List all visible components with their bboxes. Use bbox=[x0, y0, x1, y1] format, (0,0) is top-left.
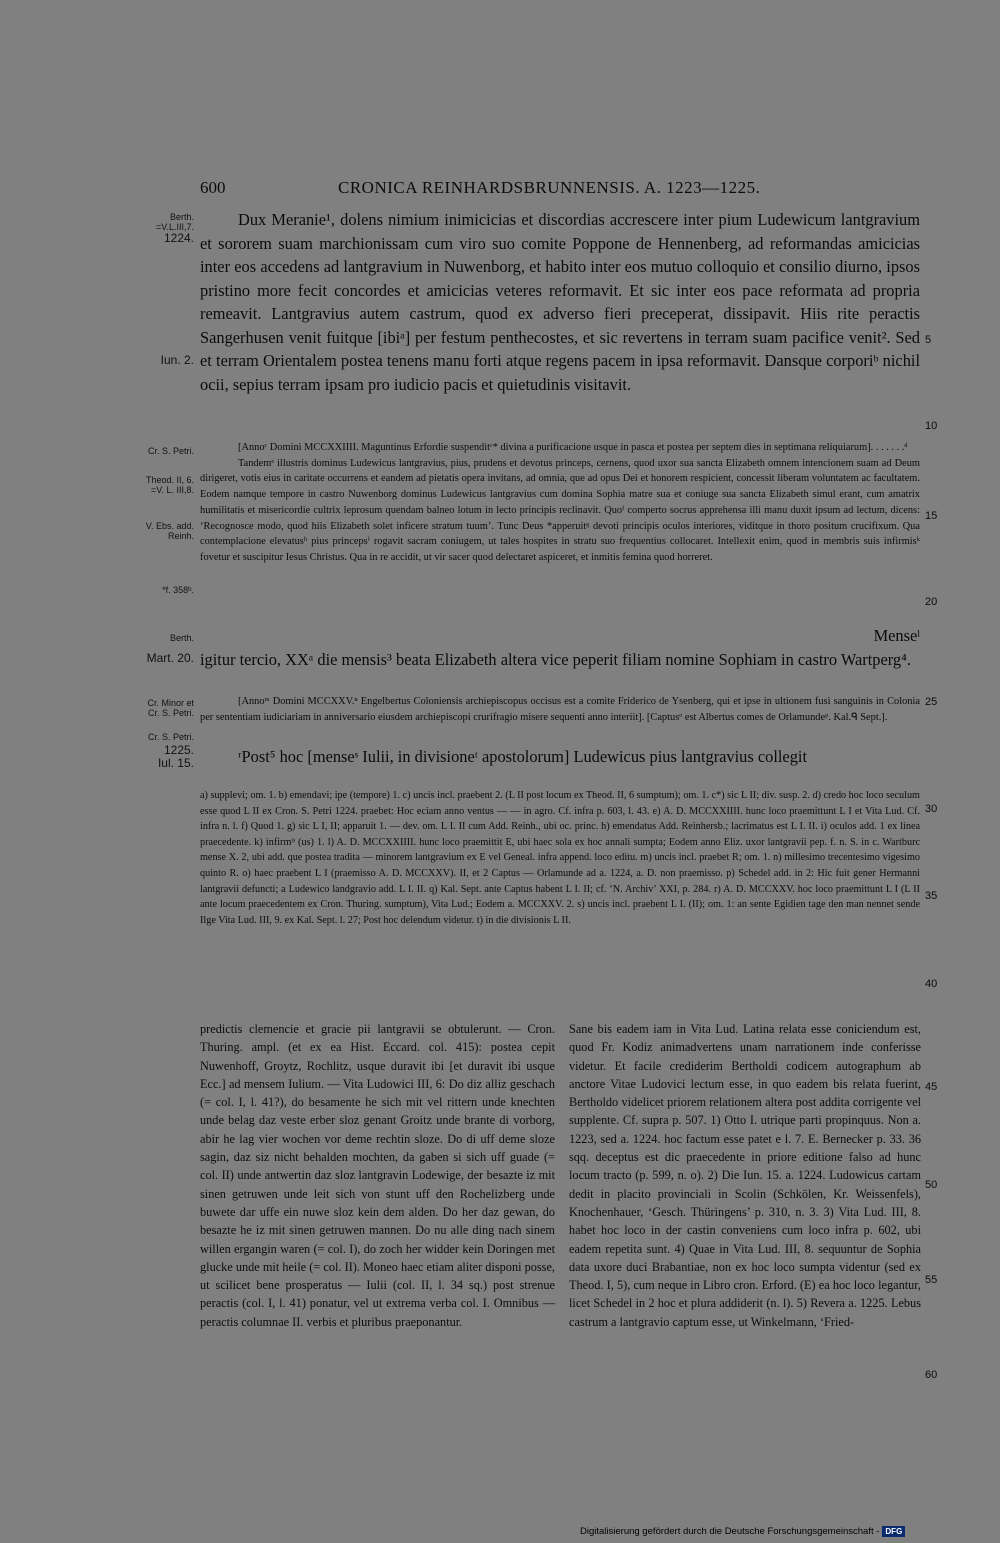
margin-note: Cr. S. Petri. bbox=[147, 446, 194, 456]
margin-note: *f. 358ᵇ. bbox=[162, 585, 194, 595]
small-print-block bbox=[200, 440, 920, 566]
notes-left-column bbox=[200, 1020, 555, 1331]
margin-year: 1224. bbox=[163, 231, 194, 245]
line-number: 35 bbox=[925, 890, 938, 902]
line-number: 20 bbox=[925, 596, 938, 608]
line-number: 5 bbox=[925, 334, 932, 346]
notes-text: predictis clemencie et gracie pii lantgravii se obtulerunt. — Cron. Thuring. ampl. (et ex ea Hist. Eccard. col. 415): postea cepit Nuwenhoff, Groytz, Rochlitz, usque duravit ibi [et duravit ibi usque Ecc.] ad mensem Iulium. — Vita Ludowici III, 6: Do diz alliz geschach (= col. I, l. 41?), do besamente he sich mit vel rittern unde knechten unde belag daz veste erber sloz genant Groitz unde brante di vorborg, abir he lag vier wochen vor deme rechtin sloze. Do di uff deme sloze sagin, daz siz nicht behalden mochten, da gaben si sich uff guade (= col. II) unde antwertin daz sloz lantgravin Lodewige, der besazte iz mit sinen getruwen unde leit sich von stunt uff den Rochelizberg unde buwete dar uffe ein nuwe sloz kein dem alden. Do her daz gewan, do besazte he iz mit sinen getruwen mannen. Do nu alle ding nach sinem willen ergangin waren (= col. I), do zoch her widder kein Doringen met glucke unde mit heile (= col. II). Moneo haec etiam aliter disponi posse, ut scilicet bene prosperatus — Iulii (col. II, l. 34 sq.) post strenue peractis (col. I, l. 41) ponatur, vel ut extrema verba col. I. Omnibus — peractis columnae II. verbis et pluribus praeponantur. bbox=[200, 1022, 555, 1329]
dfg-logo: DFG bbox=[882, 1526, 905, 1537]
line-number: 15 bbox=[925, 510, 938, 522]
paragraph: Tandemᵉ illustris dominus Ludewicus lantgravius, pius, prudens et devotus princeps, cernens, quod uxor sua sancta Elizabeth omnem intencionem suam ad Deum dirigeret, votis eius in caritate occurrens et eandem ad pietatis opera invitans, ad omnia, que ad opus Dei et honorem respicient, concessit liberam voluntatem ac facultatem. Eodem namque tempore in castro Nuwenborg dominus Ludewicus lantgravius cum domina Sophia matre sua et coniuge sua sancta Elizabeth simul erant, cum amatrix humilitatis et misericordie cultrix leprosum quendam balneo lotum in lecto principis reclinavit. Quoᶠ comperto socrus apprehensa illi manu duxit ipsum ad lectum, dicens: ‘Recognosce modo, quod hiis Elizabeth solet inficere stratum tuum’. Tunc Deus *apperuitᵍ devoti principis oculos interiores, viditque in thoro positum crucifixum. Qua contemplacione elevatusʰ pius princepsⁱ rogavit sacram coniugem, ut tales hospites in stratu suo frequentius collocaret. Intellexit enim, quod in membris suis infirmisᵏ fovetur et suscipitur Iesus Christus. Qua in re accidit, ut vir sacer quod delectaret aspiceret, et inmitis femina quod horreret. bbox=[200, 457, 920, 563]
paragraph-start: Menseˡ bbox=[873, 626, 920, 645]
page-number: 600 bbox=[200, 178, 226, 197]
footnote-text: a) supplevi; om. 1. b) emendavi; ipe (tempore) 1. c) uncis incl. praebent 2. (L II post locum ex Theod. II, 6 sumptum); om. 1. c*) sic L II; div. susp. 2. d) credo hoc loco seculum esse quod L II ex Cron. S. Petri 1224. praebet: Hoc eciam anno ventus — — in agro. Cf. infra p. 603, l. 43. e) A. D. MCCXXIIII. hunc loco praemittunt L I et Vita Lud. Cf. infra n. l. f) Quod 1. g) sic L I, II; apparuit 1. — dev. om. L I. II cum Add. Reinh., ubi oc. princ. h) emendatus Add. Reinhersb.; lacrimatus est L I. II. i) oculos add. 1 ex linea praecedente. k) infirm⁹ (us) 1. l) A. D. MCCXXIIII. hunc loco praemittit E, ubi haec sola ex hoc annali sumpta; Eodem anno Eliz. uxor lantgravii pep. f. n. S. in c. Wartburc mense X. 2, ubi add. que postea tradita — minorem lantgravium ex E vel Geneal. infra append. loco editu. m) uncis incl. praebet R; om. 1. n) millesimo trecentesimo vigesimo quinto R. o) haec praebent L I (praemisso A. D. MCCXXV). II, et 2 Captus — Orlamunde ad a. 1224, a. D. non praemisso. p) Schedel add. in 2: Hic fuit gener Hermanni lantgravii defuncti; a Ludewico landgravio add. L I. II. q) Kal. Sept. ante Captus habent L I. II; cf. ‘N. Archiv’ XXI, p. 284. r) A. D. MCCXXV. hoc loco praemittunt L I (L II ante locum praecedentem ex Cron. Thuring. sumptum), Vita Lud.; Eodem a. MCCXXV. 2. s) uncis incl. praebent L I. (II); om. 1: an sente Egidien tage den man nennet sende Ilge Vita Lud. III, 9. ex Kal. Sept. l. 27; Post hoc delendum videtur. t) in die divisionis L II. bbox=[200, 790, 920, 926]
margin-note: Cr. S. Petri. bbox=[147, 732, 194, 742]
margin-date: Mart. 20. bbox=[146, 651, 194, 665]
margin-note: Cr. Minor et Cr. S. Petri. bbox=[147, 698, 194, 718]
notes-text: Sane bis eadem iam in Vita Lud. Latina relata esse coniciendum est, quod Fr. Kodiz animadvertens unam narrationem inde conferisse videtur. Et facile crediderim Bertholdi codicem autographum ab anctore Vitae Ludovici lectum esse, in quo eadem bis relata fuerint, Bertholdo videlicet priorem relationem altera post addita corrigente vel supplente. Cf. supra p. 507. 1) Otto I. utrique parti propinquus. Non a. 1223, sed a. 1224. hoc factum esse patet e l. 7. E. Bernecker p. 33. 36 sqq. deceptus est dic praecedente in priore editione falso ad hunc locum tracto (p. 599, n. o). 2) Die Iun. 15. a. 1224. Ludowicus cartam dedit in placito provinciali in Scolin (Schkölen, Kr. Weissenfels), Knochenhauer, ‘Gesch. Thüringens’ p. 310, n. 3. 3) Vita Lud. III, 8. habet hoc loco in der castin conveniens cum loco infra p. 602, ubi eadem repetita sunt. 4) Quae in Vita Lud. III, 8. sequuntur de Sophia data uxore duci Brabantiae, non ex hoc loco sumpta videntur (sed ex Theod. I, 5), cum neque in Libro cron. Erford. (E) ea hoc loco legantur, licet Schedel in 2 hoc et plura addiderit (n. l). 5) Revera a. 1225. Lebus castrum a lantgravio captum esse, ut Winkelmann, ‘Fried- bbox=[569, 1022, 921, 1329]
running-header bbox=[200, 178, 920, 200]
line-number: 25 bbox=[925, 696, 938, 708]
small-print-block bbox=[200, 694, 920, 725]
main-text bbox=[200, 208, 920, 396]
margin-note: Berth. =V.L.III,7. bbox=[156, 212, 194, 232]
paragraph: [Annoᶜ Domini MCCXXIIII. Maguntinus Erfordie suspenditᶜ* divina a purificacione usque in pasca et postea per septem dies in septimana reliquiarum]. . . . . . .ᵈ bbox=[238, 442, 908, 453]
margin-year: 1225. Iul. 15. bbox=[157, 743, 194, 770]
credit-text: Digitalisierung gefördert durch die Deutsche Forschungsgemeinschaft - bbox=[580, 1526, 880, 1537]
margin-date: Iun. 2. bbox=[160, 353, 194, 367]
line-number: 10 bbox=[925, 420, 938, 432]
paragraph: [Annoᵐ Domini MCCXXV.ⁿ Engelbertus Coloniensis archiepiscopus occisus est a comite Friderico de Ysenberg, qui et ipse in ultionem fusi sanguinis in Colonia per sententiam iudiciariam in anniversario eiusdem archiepiscopi crurifragio misere sequenti anno interiit]. [Captusᵒ est Albertus comes de Orlamundeᵖ. Kal.ᑫ Sept.]. bbox=[200, 696, 920, 723]
running-title: CRONICA REINHARDSBRUNNENSIS. A. 1223—1225. bbox=[338, 178, 761, 197]
paragraph: ʳPost⁵ hoc [menseˢ Iulii, in divisioneᵗ apostolorum] Ludewicus pius lantgravius collegit bbox=[238, 747, 807, 766]
main-text bbox=[200, 745, 920, 769]
critical-apparatus bbox=[200, 788, 920, 928]
digitization-credit bbox=[580, 1526, 905, 1537]
notes-right-column bbox=[569, 1020, 921, 1331]
line-number: 55 bbox=[925, 1274, 938, 1286]
line-number: 30 bbox=[925, 803, 938, 815]
main-text bbox=[200, 624, 920, 671]
margin-note: V. Ebs. add. Reinh. bbox=[145, 521, 194, 541]
line-number: 60 bbox=[925, 1369, 938, 1381]
line-number: 40 bbox=[925, 978, 938, 990]
margin-note: Theod. II, 6. =V. L. III,8. bbox=[145, 475, 194, 495]
paragraph: igitur tercio, XXᵃ die mensis³ beata Elizabeth altera vice peperit filiam nomine Sophiam in castro Wartperg⁴. bbox=[200, 649, 911, 669]
line-number: 45 bbox=[925, 1081, 938, 1093]
line-number: 50 bbox=[925, 1179, 938, 1191]
margin-note: Berth. bbox=[169, 633, 194, 643]
paragraph: Dux Meranie¹, dolens nimium inimicicias et discordias accrescere inter pium Ludewicum lantgravium et sororem suam marchionissam cum viro suo comite Poppone de Hennenberg, ad reformandas amicicias inter eos accedens ad lantgravium in Nuwenborg, et habito inter eos mutuo colloquio et consilio diurno, ipsos pristino more fecit concordes et amicicias veteres reformavit. Et sic inter eos pace reformata ad propria remeavit. Lantgravius autem castrum, quod ex adverso fieri preceperat, dissipavit. Hiis rite peractis Sangerhusen venit fuitque [ibiᵃ] per festum penthecostes, et sic revertens in terram suam pacifice venit². Sed et terram Orientalem postea tenens manu forti atque regens pacem in ipsa reformavit. Dansque corporiᵇ nichil ocii, sepius terram ipsam pro iudicio pacis et quietudinis visitavit. bbox=[200, 210, 920, 394]
